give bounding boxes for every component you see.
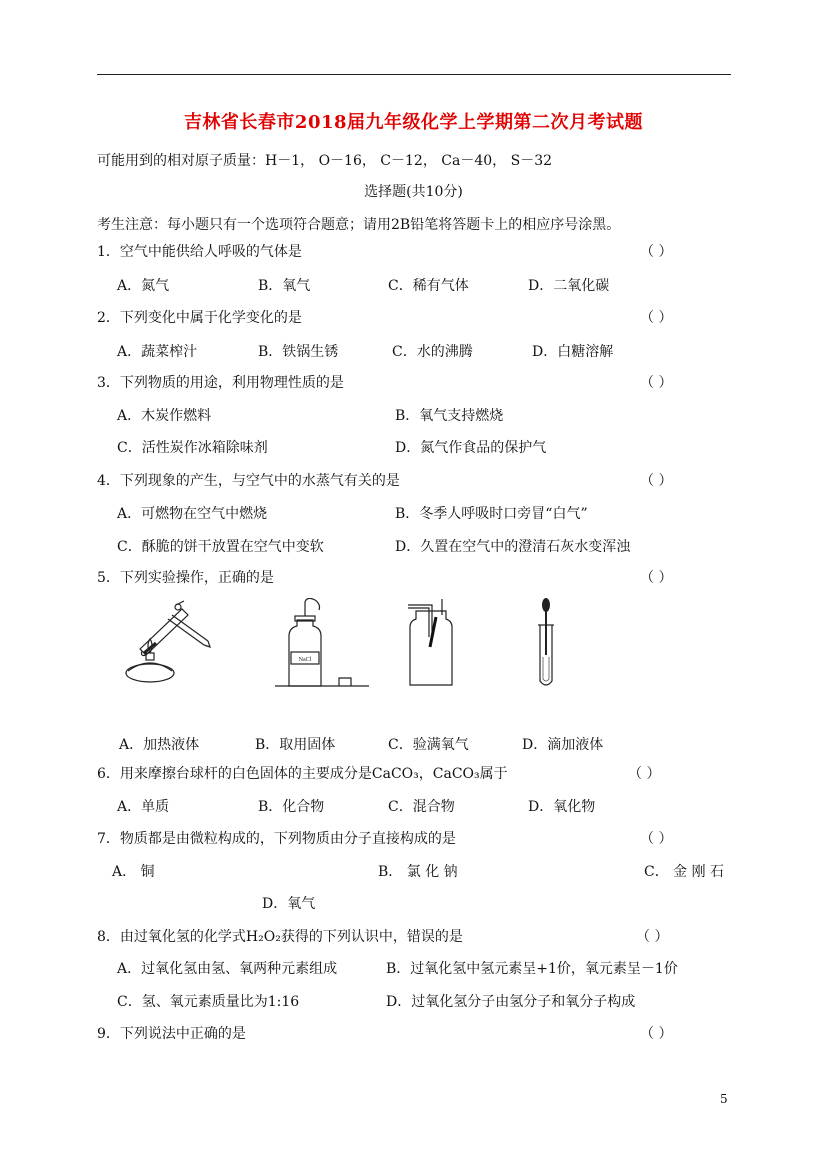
option-d: D．久置在空气中的澄清石灰水变浑浊 <box>395 539 631 555</box>
question-stem: 6．用来摩擦台球杆的白色固体的主要成分是CaCO₃，CaCO₃属于 <box>97 766 508 782</box>
option-b: B．铁锅生锈 <box>258 344 339 360</box>
option-a: A．过氧化氢由氢、氧两种元素组成 <box>117 961 338 977</box>
answer-bracket: （ ） <box>640 244 673 260</box>
answer-bracket: （ ） <box>636 929 669 945</box>
answer-bracket: （ ） <box>640 375 673 391</box>
option-c: C．混合物 <box>388 799 455 815</box>
option-d: D．氧气 <box>262 896 316 912</box>
option-c: C．水的沸腾 <box>392 344 473 360</box>
option-b: B．冬季人呼吸时口旁冒“白气” <box>395 506 588 522</box>
option-c: C．稀有气体 <box>388 278 469 294</box>
question-stem: 2．下列变化中属于化学变化的是 <box>97 310 302 326</box>
option-a: A．单质 <box>117 799 170 815</box>
page-title: 吉林省长春市2018届九年级化学上学期第二次月考试题 <box>183 112 644 133</box>
answer-bracket: （ ） <box>640 473 673 489</box>
header-rule <box>97 74 731 75</box>
option-d: D．二氧化碳 <box>528 278 610 294</box>
option-b: B．氧气支持燃烧 <box>395 408 504 424</box>
bottle-label: NaCl <box>298 657 312 663</box>
option-a: A．加热液体 <box>119 737 200 753</box>
option-d: D．过氧化氢分子由氢分子和氧分子构成 <box>386 994 636 1010</box>
option-b: B．氧气 <box>258 278 311 294</box>
option-c: C．活性炭作冰箱除味剂 <box>117 440 268 456</box>
option-b: B． 氯 化 钠 <box>378 864 458 880</box>
option-a: A．蔬菜榨汁 <box>117 344 198 360</box>
answer-bracket: （ ） <box>640 310 673 326</box>
question-stem: 4．下列现象的产生，与空气中的水蒸气有关的是 <box>97 473 400 489</box>
question-stem: 5．下列实验操作，正确的是 <box>97 570 274 586</box>
option-d: D．氮气作食品的保护气 <box>395 440 547 456</box>
option-a: A．可燃物在空气中燃烧 <box>117 506 268 522</box>
answer-bracket: （ ） <box>640 1026 673 1042</box>
answer-bracket: （ ） <box>628 766 661 782</box>
question-stem: 9．下列说法中正确的是 <box>97 1026 246 1042</box>
option-d: D．滴加液体 <box>522 737 604 753</box>
question-stem: 7．物质都是由微粒构成的，下列物质由分子直接构成的是 <box>97 831 456 847</box>
atomic-mass-line: 可能用到的相对原子质量：H－1， O－16， C－12， Ca－40， S－32 <box>97 153 553 169</box>
taking-solid-figure <box>275 598 375 690</box>
heating-liquid-figure <box>118 597 218 689</box>
question-stem: 1．空气中能供给人呼吸的气体是 <box>97 244 302 260</box>
question-stem: 3．下列物质的用途，利用物理性质的是 <box>97 375 344 391</box>
option-d: D．氧化物 <box>528 799 596 815</box>
option-b: B．化合物 <box>258 799 325 815</box>
section-title: 选择题(共10分) <box>364 184 463 200</box>
answer-bracket: （ ） <box>640 831 673 847</box>
option-c: C．酥脆的饼干放置在空气中变软 <box>117 539 324 555</box>
dropping-liquid-figure <box>528 597 568 689</box>
answer-bracket: （ ） <box>640 570 673 586</box>
question-stem: 8．由过氧化氢的化学式H₂O₂获得的下列认识中，错误的是 <box>97 929 463 945</box>
oxygen-test-figure <box>402 597 462 689</box>
option-a: A． 铜 <box>112 864 155 880</box>
option-a: A．氮气 <box>117 278 170 294</box>
option-c: C． 金 刚 石 <box>644 864 725 880</box>
page-number: 5 <box>720 1092 728 1106</box>
option-d: D．白糖溶解 <box>532 344 614 360</box>
notice-text: 考生注意：每小题只有一个选项符合题意；请用2B铅笔将答题卡上的相应序号涂黑。 <box>97 217 621 233</box>
option-b: B．取用固体 <box>255 737 336 753</box>
option-c: C．验满氧气 <box>388 737 469 753</box>
option-a: A．木炭作燃料 <box>117 408 212 424</box>
option-b: B．过氧化氢中氢元素呈+1价，氧元素呈－1价 <box>386 961 678 977</box>
option-c: C．氢、氧元素质量比为1:16 <box>117 994 300 1010</box>
